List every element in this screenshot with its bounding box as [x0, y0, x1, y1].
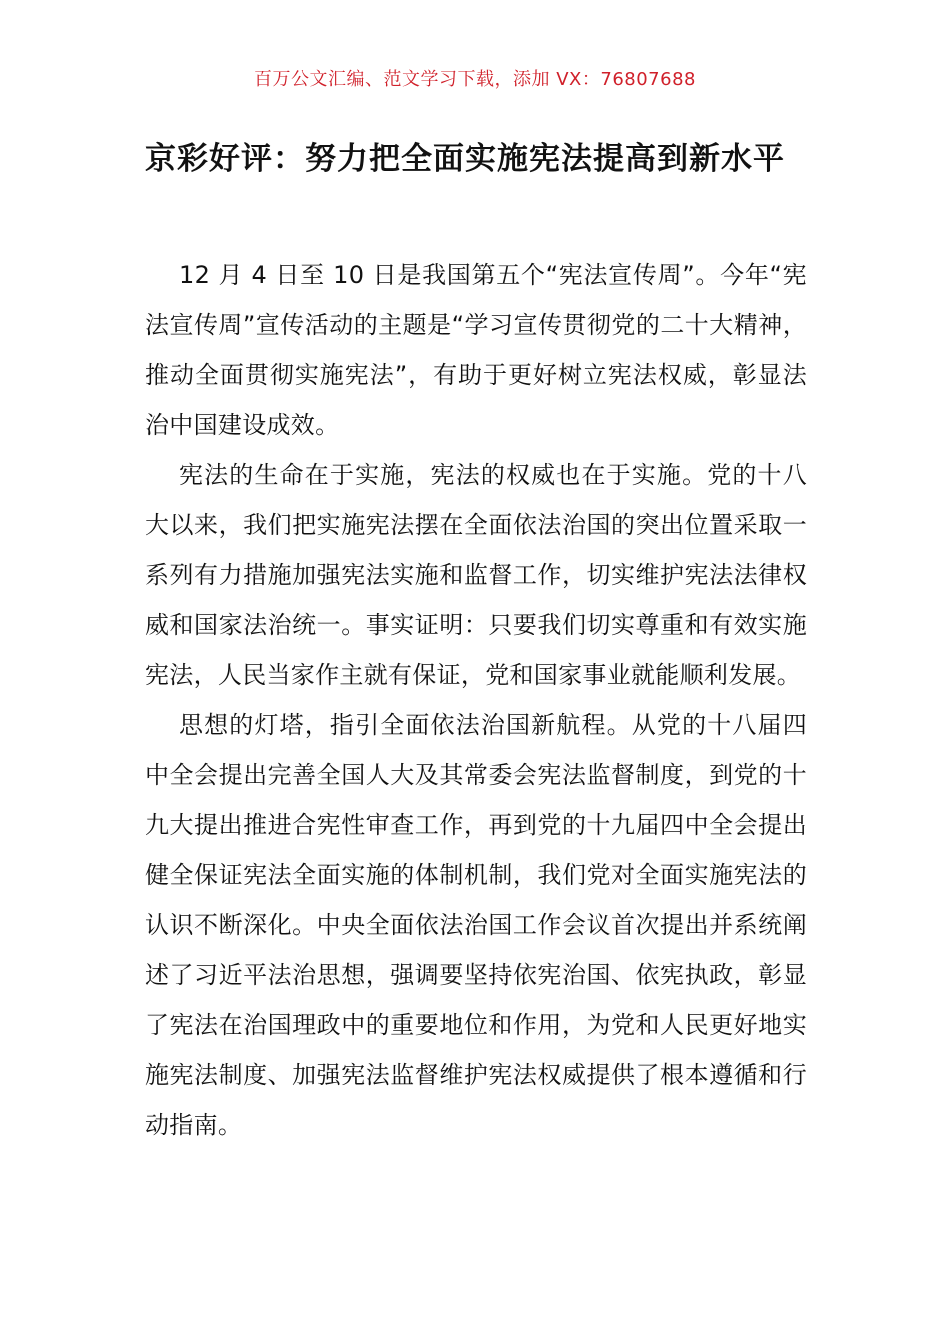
paragraph-2: 宪法的生命在于实施，宪法的权威也在于实施。党的十八大以来，我们把实施宪法摆在全面依法治国的突出位置采取一系列有力措施加强宪法实施和监督工作，切实维护宪法法律权威和国家法治统一。事实证明：只要我们切实尊重和有效实施宪法，人民当家作主就有保证，党和国家事业就能顺利发展。: [145, 461, 807, 689]
article-body: [145, 250, 807, 1150]
article-title: 京彩好评：努力把全面实施宪法提高到新水平: [145, 141, 785, 177]
paragraph-3: 思想的灯塔，指引全面依法治国新航程。从党的十八届四中全会提出完善全国人大及其常委会宪法监督制度，到党的十九大提出推进合宪性审查工作，再到党的十九届四中全会提出健全保证宪法全面实施的体制机制，我们党对全面实施宪法的认识不断深化。中央全面依法治国工作会议首次提出并系统阐述了习近平法治思想，强调要坚持依宪治国、依宪执政，彰显了宪法在治国理政中的重要地位和作用，为党和人民更好地实施宪法制度、加强宪法监督维护宪法权威提供了根本遵循和行动指南。: [145, 711, 807, 1139]
paragraph-1: 12 月 4 日至 10 日是我国第五个“宪法宣传周”。今年“宪法宣传周”宣传活动的主题是“学习宣传贯彻党的二十大精神，推动全面贯彻实施宪法”，有助于更好树立宪法权威，彰显法治中国建设成效。: [145, 261, 807, 439]
header-note: 百万公文汇编、范文学习下载，添加 VX：76807688: [254, 69, 696, 90]
